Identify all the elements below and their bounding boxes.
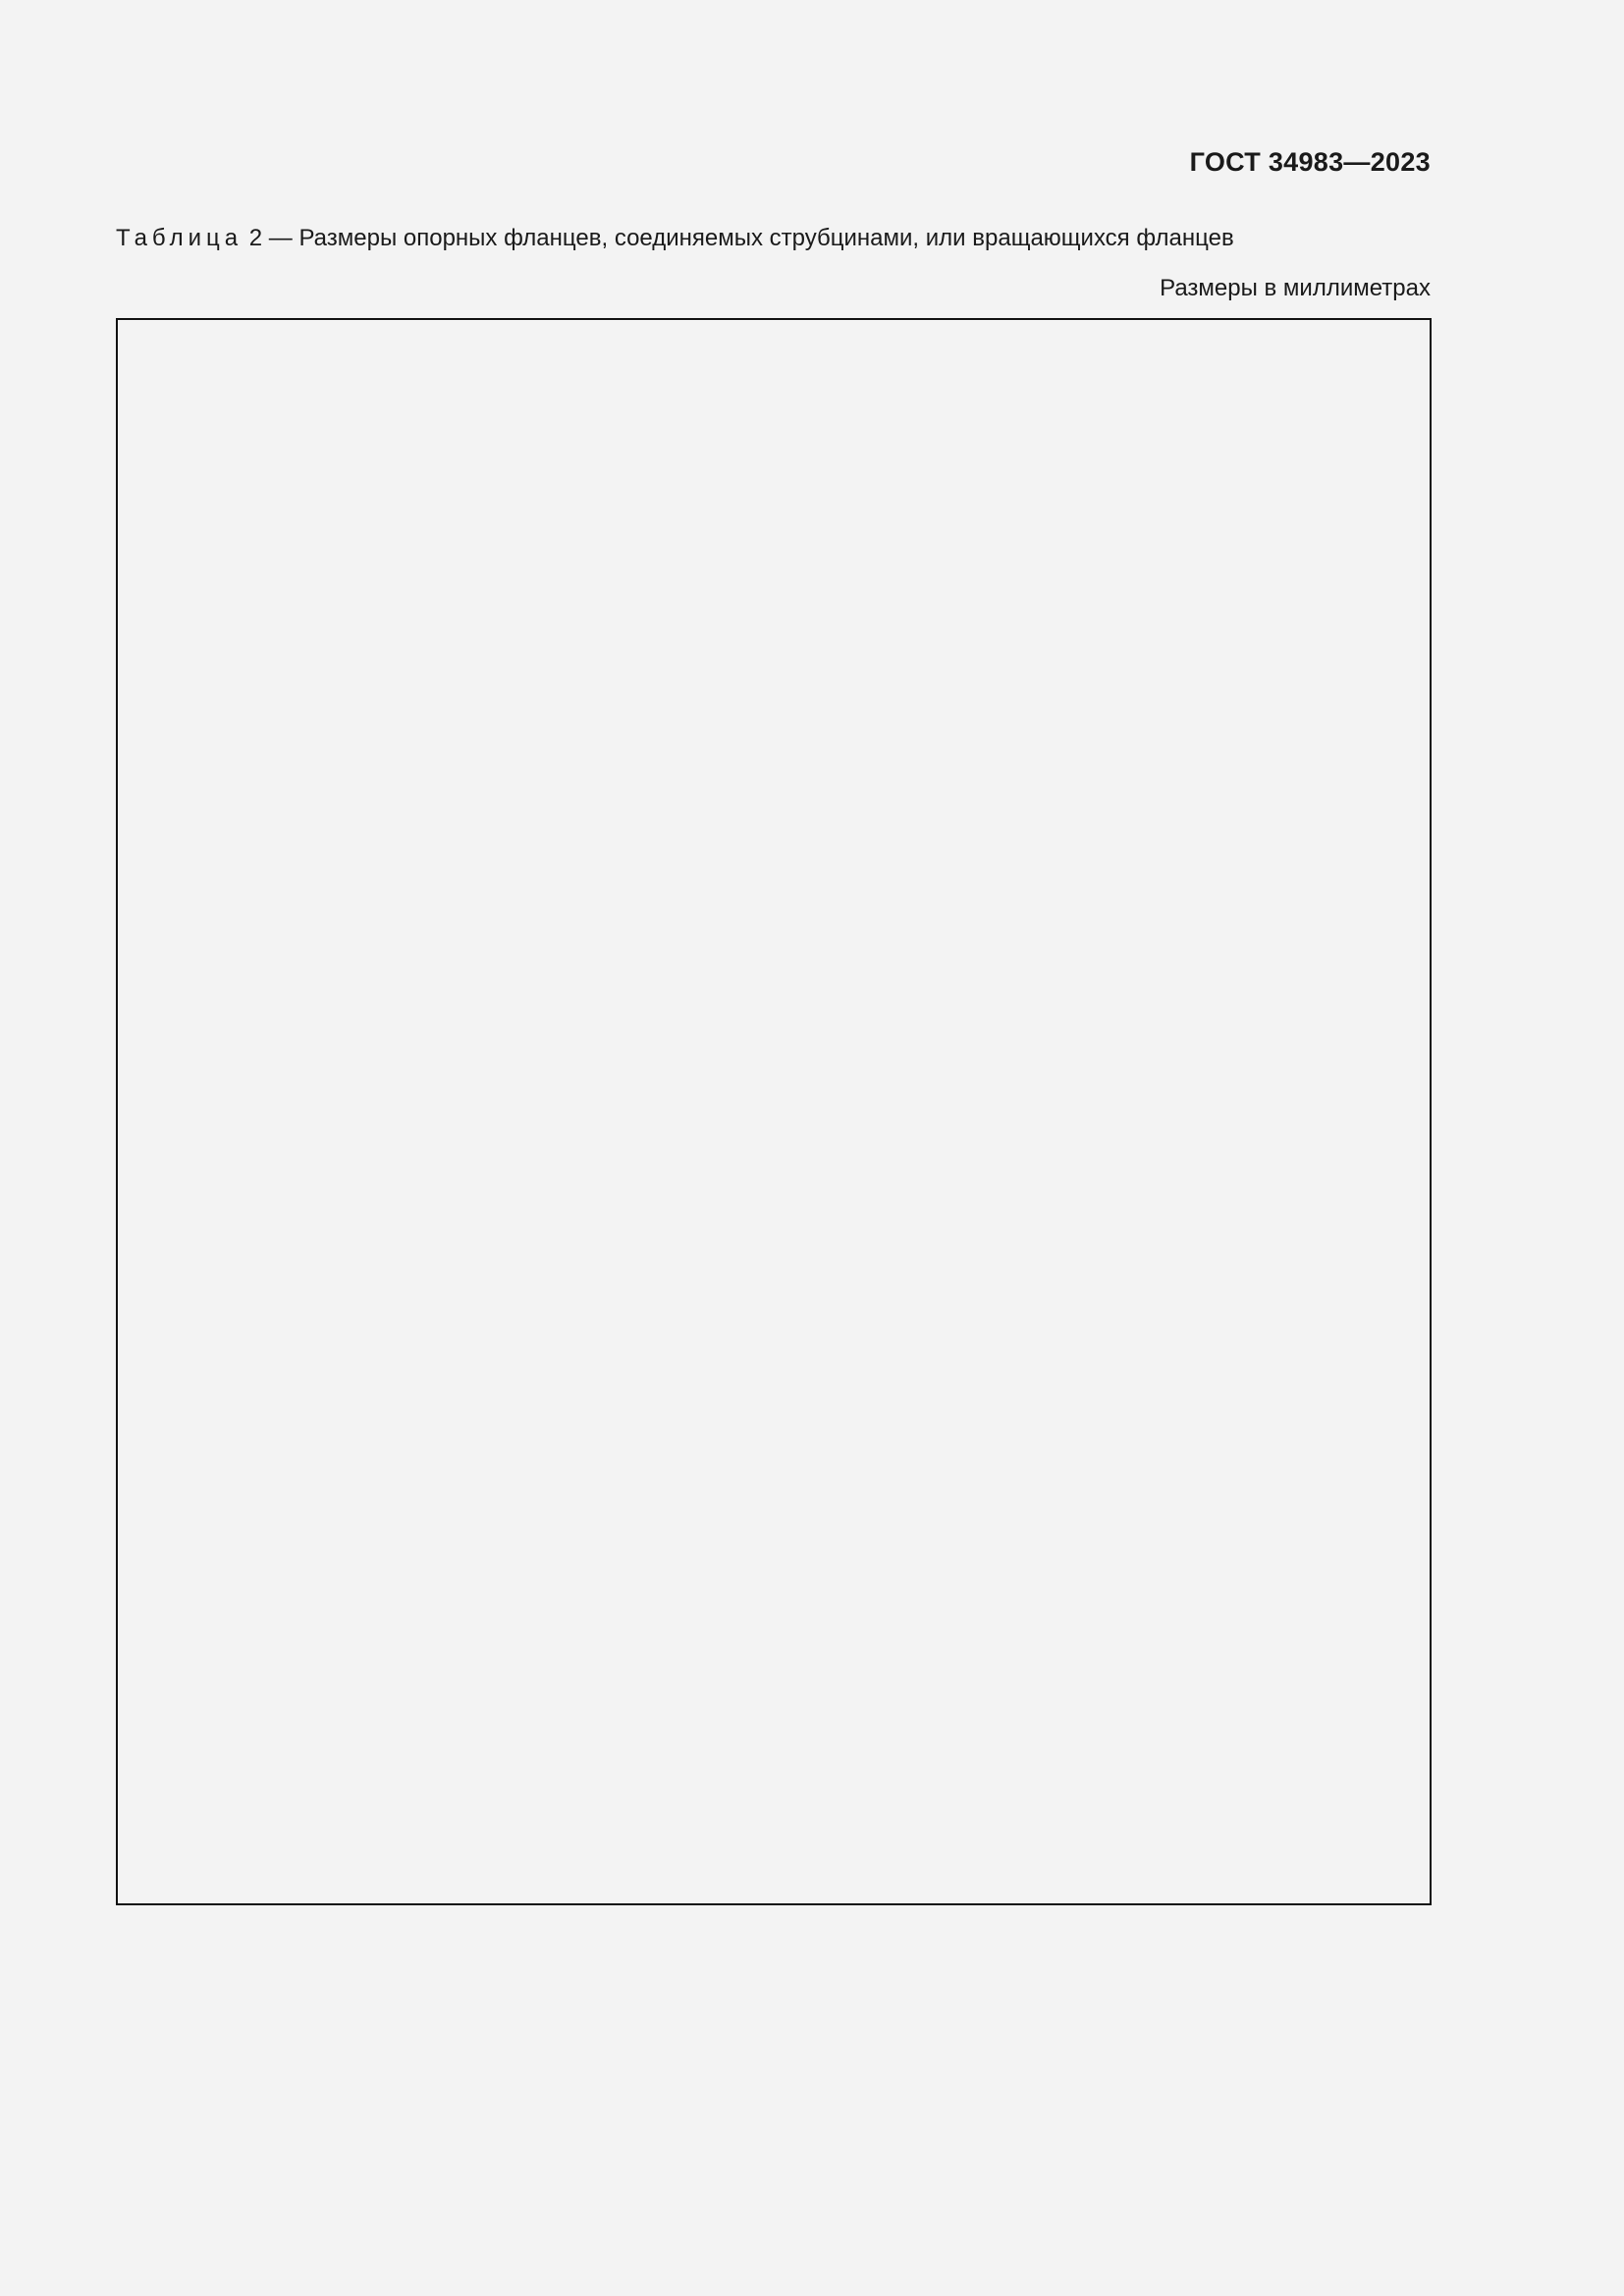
table-caption [116,225,1234,252]
flange-table [116,318,1432,1905]
table-caption-label: Таблица [116,225,244,251]
table-caption-text: 2 — Размеры опорных фланцев, соединяемых струбцинами, или вращающихся фланцев [248,225,1234,251]
units-note: Размеры в миллиметрах [1160,275,1431,301]
document-id: ГОСТ 34983—2023 [1189,147,1431,177]
